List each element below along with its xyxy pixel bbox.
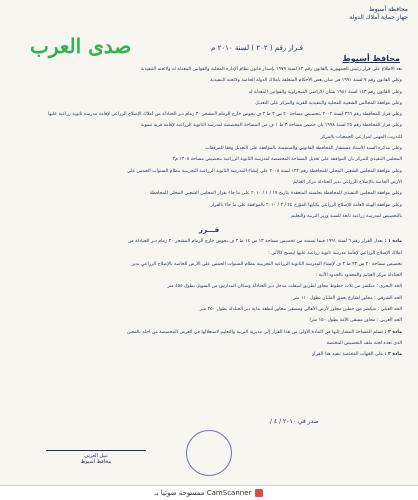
newspaper-logo: صدى العرب: [30, 34, 132, 58]
article-title: مادة ١ :: [384, 239, 402, 245]
article-2: [16, 329, 402, 337]
preamble-line: بالتخصيص لمدرسة زراعية تابعة للسيد وزير التربية والتعليم: [291, 213, 402, 219]
article-text: تسلم المساحة المشار إليها في المادة الأولى من هذا القرار إلى مديرية التربية والتعليم لاستغلالها في الغرض المخصصة من أجله بالمعين: [126, 329, 384, 335]
issue-date: صدر في ٢٠١٠ / ٤ /: [270, 418, 319, 425]
preamble-line: وعلى القانون رقم ١٤٣ لسنة ١٩٨١ بشأن الأراضي الصحراوية والقوانين المعدلة له: [248, 89, 402, 95]
preamble-line: الأرض الخاصة بالإصلاح الزراعي بدير الجنادلة مركز الغنايم: [292, 179, 402, 185]
preamble-line: وعلى قرار المحافظة رقم ٣٦٦ لسنة ٢٠٠٢ بتخصيص مساحة ٢٠ س ٣ ط ٣ ف بحوض خارج الزمام المشجر ٣٠ زمام دير الجنادلة من أملاك الإصلاح الزراعي لإقامة مدرسة ثانوية زراعية عليها: [47, 112, 402, 118]
scanner-footer: [0, 485, 418, 500]
issuing-body: جهاز حماية أملاك الدولة: [349, 14, 408, 21]
article-title: مادة ٢ :: [384, 329, 402, 335]
signature-scribble: [46, 438, 146, 451]
preamble-line: وعلى موافقة الهيئة العامة للإصلاح الزراعي بكتابها المؤرخ ٢٤ / ٢ / ٢٠١٠ بالموافقة على ما جاء بالقرار: [210, 202, 402, 208]
scanner-text: ممسوحة ضوئيا بـ CamScanner: [154, 489, 252, 497]
boundary-line: الحد الغربي : مجاور مسقى الأمة بطول ١٥٠ مترا: [309, 318, 402, 324]
boundary-line: الحد البحري : منكسر من ثلاث خطوط مجاور لطريق أسفلت مدخل دير الجنادلة وسكان المدارس من السويل بطول ٤٥٥ متر: [167, 284, 402, 290]
issuer-header: [288, 6, 408, 22]
article-title: مادة ٣ :: [384, 352, 402, 358]
signatory-name: نبيل العزبي: [84, 453, 108, 459]
preamble-line: وعلى موافقة المجلس الشعبي المحلي للمحافظة رقم ١٣٢ لسنة ٢٠٠٨ على إنشاء المدرسة الثانوية الزراعية التجريبية بنظام السنوات الخمس على: [126, 168, 402, 174]
decided-heading: قـــرر: [198, 226, 220, 235]
camscanner-icon: [255, 489, 263, 497]
article-text: تخصيص مساحة ٢٠ س ٢٣ ط ٣ ف لإنشاء المدرسة الثانوية الزراعية التجريبية بنظام السنوات الخمس على الأرض الخاصة بالإصلاح الزراعي بدير: [131, 261, 402, 267]
governor-signature: [46, 438, 146, 465]
article-text: يعدل القرار رقم ٦ لسنة ١٩٩١ فيما تضمنه من تخصيص مساحة ١٣ س ١٤ ط ٣ ف بحوض خارج الزمام المشجر ٣٠ زمام دير الجنادلة من: [127, 239, 384, 245]
boundary-line: الحد القبلي : منكسر من خطين مجاور لأرض الأهالي ومسقى محاور لنطقة بداية دير الجنادلة بطول ٢٥٠ متر: [199, 307, 402, 313]
preamble-line: وعلى موافقة المجالس الشعبية المحلية والتنفيذية للقرية والمركز على التعديل: [255, 100, 402, 106]
preamble-line: وعلى موافقة المجلس التنفيذي للمحافظة بجلسته المنعقدة بتاريخ ١٧ / ١ / ٢٠١٠ على ما جاء بقرار المجلس الشعبي المحلي للمحافظة: [149, 191, 402, 197]
preamble-line: للتدريب المهني لمزارعي الجمعيات بالمركز: [320, 134, 402, 140]
preamble-line: وعلى قرار المحافظة رقم ٢٥ لسنة ١٩٩٨ بأن خصص مساحة ٣ ط ١ ف من المساحة المخصصة لمدرسة الثانوية الزراعية لإقامة قرية تنموية: [140, 123, 402, 129]
decree-body: [16, 66, 402, 363]
preamble-line: المجلس التنفيذي للمركز بأن الموافقة على تعديل المساحة المخصصة لمدرسة الثانوية الزراعية بتخصيص مساحة ١٣٠٥ م٢: [172, 157, 402, 163]
signatory-title: محافظ أسيوط: [80, 459, 112, 465]
governorate-name: محافظة أسيوط: [369, 6, 408, 13]
article-text: الذي تعده لجنة ملف التخصيص المختصة: [326, 340, 402, 346]
decree-number: قـرار رقم ( ٢٠٢ ) لسنة ٢٠١٠ م: [211, 44, 303, 52]
official-seal: [186, 430, 232, 476]
article-text: على الجهات المختصة تنفيذ هذا القرار: [312, 352, 384, 358]
article-text: أملاك الإصلاح الزراعي لإقامة مدرسة ثانوية زراعية عليها ليصبح كالآتي :: [268, 250, 402, 256]
preamble-line: وعلى القانون رقم ٧ لسنة ١٩٩١ في شأن بعض الأحكام المتعلقة بأملاك الدولة الخاصة ولائحته التنفيذية: [210, 78, 402, 84]
governor-title: محافظ أسيوط: [342, 54, 400, 63]
preamble-line: وعلى مذكرة السيد الأستاذ مستشار المحافظة القانوني والمتضمنة بالموافقة على التعديل وفقا للمرفقات: [205, 146, 402, 152]
preamble-line: بعد الاطلاع على قرار رئيس الجمهورية بالقانون رقم ٤٣ لسنة ١٩٧٩ بإصدار قانون نظام الإدارة المحلية والقوانين المعدلة له ولائحته التنفيذية: [140, 67, 402, 72]
article-text: الجنادلة مركز الغنايم والمحدود بالحدود الآتية :: [315, 273, 402, 279]
boundary-line: الحد الشرقي : مجاور لشارع بعمق الملبان بطول ١١٠ متر: [293, 295, 402, 301]
article-1: [16, 238, 402, 246]
article-3: [16, 351, 402, 359]
